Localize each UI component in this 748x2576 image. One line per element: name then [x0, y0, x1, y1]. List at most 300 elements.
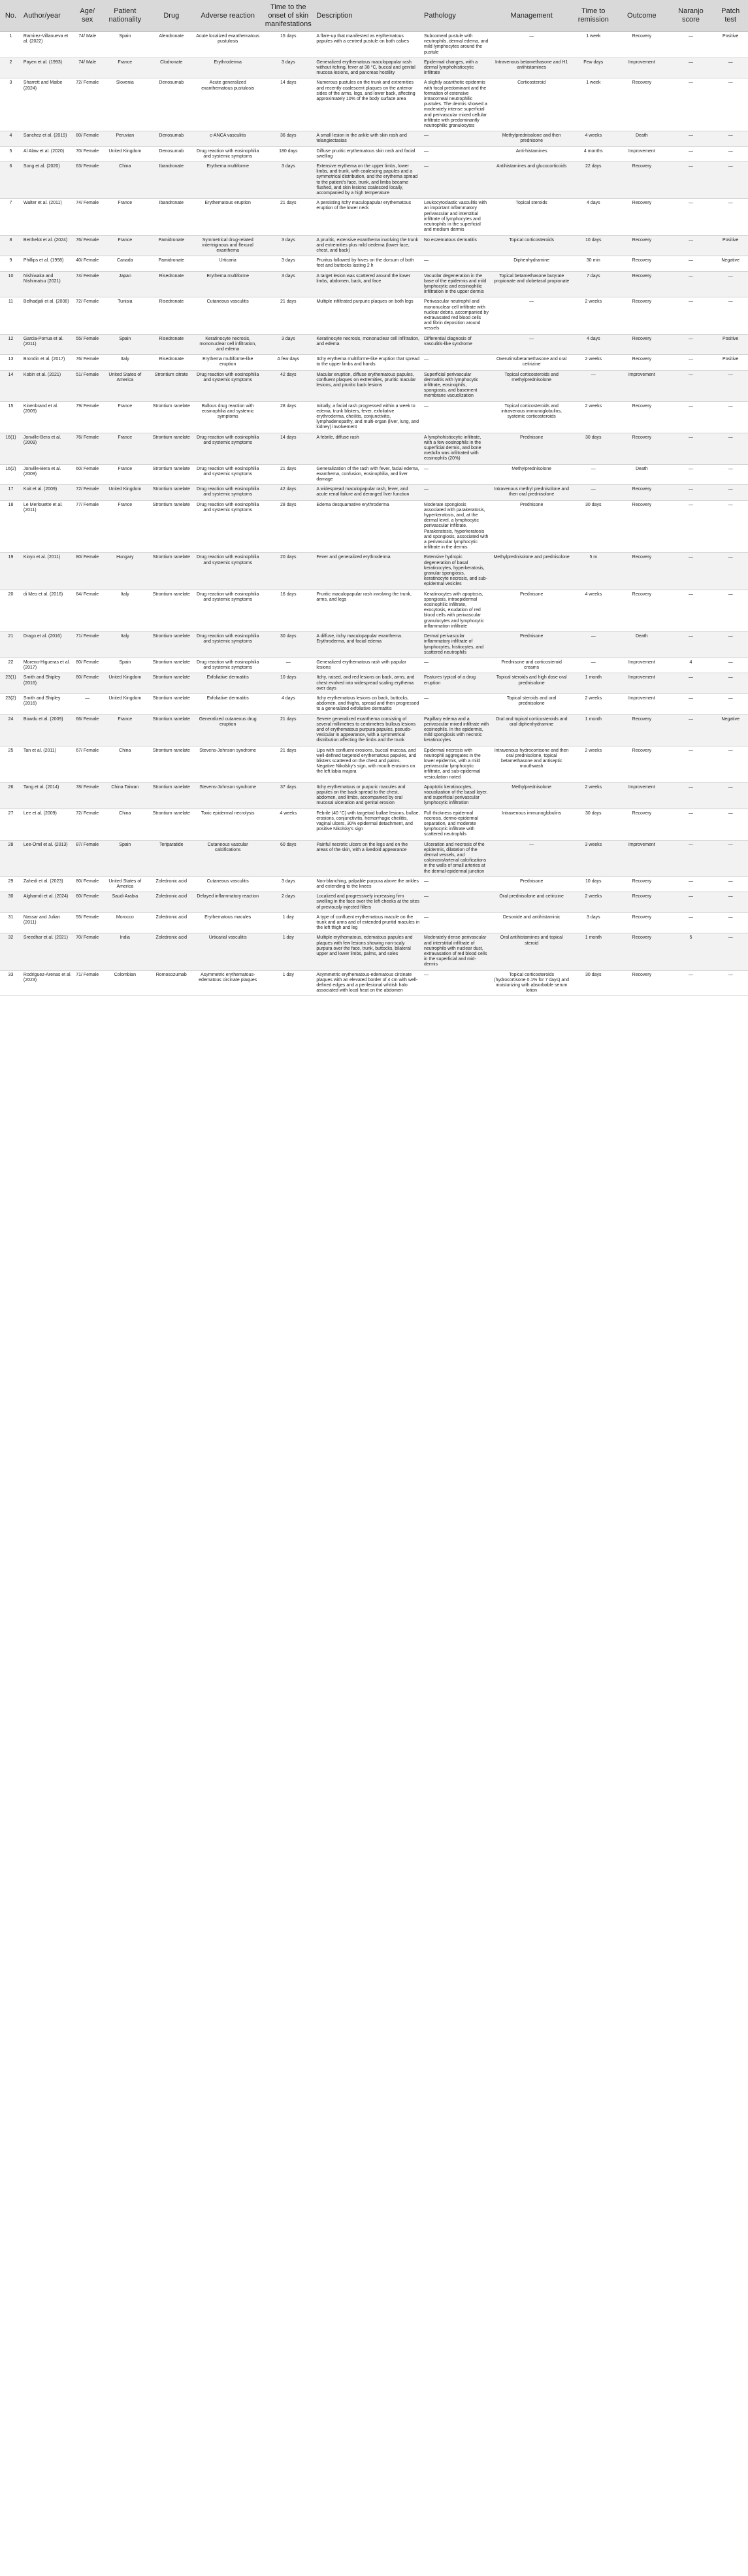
col-age-sex-header: Age/ sex	[74, 0, 101, 32]
col-outcome-cell: Recovery	[615, 809, 668, 840]
col-pathology-cell: No eczematous dermatitis	[422, 235, 491, 256]
col-time-to-remission-cell: —	[572, 370, 615, 401]
col-no-cell: 31	[0, 912, 22, 933]
col-pathology-cell: Dermal perivascular inflammatory infiltrate of lymphocytes, histiocytes, and scattered neutrophils	[422, 632, 491, 658]
col-time-to-remission-cell: 2 weeks	[572, 746, 615, 782]
col-patient-nationality-cell: China	[101, 162, 149, 199]
table-row	[0, 782, 748, 809]
col-drug-cell: Ibandronate	[149, 199, 193, 235]
col-time-to-remission-cell: 7 days	[572, 271, 615, 297]
col-time-to-onset-cell: 21 days	[262, 746, 314, 782]
col-patch-test-cell: —	[713, 877, 748, 892]
col-adverse-reaction-cell: Cutaneous vasculitis	[193, 877, 262, 892]
col-adverse-reaction-cell: Drug reaction with eosinophilia and systemic symptoms	[193, 370, 262, 401]
col-time-to-remission-cell: 1 month	[572, 714, 615, 746]
col-outcome-cell: Recovery	[615, 877, 668, 892]
col-adverse-reaction-cell: Urticaria	[193, 256, 262, 271]
col-description-cell: A pruritic, extensive exanthema involving the trunk and extremities plus mild oedema (lower face, chest, and back)	[314, 235, 422, 256]
col-time-to-onset-cell: 14 days	[262, 433, 314, 464]
col-naranjo-score-cell: —	[669, 746, 713, 782]
col-author-year-cell: Payen et al. (1993)	[22, 58, 74, 78]
table-row	[0, 746, 748, 782]
col-age-sex-cell: 74/ Female	[74, 199, 101, 235]
col-patch-test-cell: —	[713, 970, 748, 996]
table-row	[0, 877, 748, 892]
col-naranjo-score-cell: —	[669, 553, 713, 590]
col-patient-nationality-cell: United States of America	[101, 370, 149, 401]
col-no-cell: 11	[0, 297, 22, 334]
table-row	[0, 235, 748, 256]
col-age-sex-cell: 51/ Female	[74, 370, 101, 401]
col-outcome-cell: Improvement	[615, 782, 668, 809]
col-management-cell: Oral and topical corticosteroids and oral diphenhydramine	[491, 714, 572, 746]
col-time-to-onset-cell: 21 days	[262, 297, 314, 334]
col-management-cell: Diphenhydramine	[491, 256, 572, 271]
table-row	[0, 131, 748, 146]
col-drug-cell: Zoledronic acid	[149, 892, 193, 913]
col-adverse-reaction-cell: Erythema multiforme	[193, 162, 262, 199]
col-pathology-cell: Epidermal necrosis with neutrophil aggregates in the lower epidermis, with a mild perivascular lymphocytic infiltrate, and sub-epidermal vesiculation noted	[422, 746, 491, 782]
col-pathology-cell: Superficial perivascular dermatitis with lymphocytic infiltrate, eosinophils, spongiosis, and basement membrane vacuolization	[422, 370, 491, 401]
col-age-sex-cell: 80/ Female	[74, 877, 101, 892]
col-naranjo-score-cell: —	[669, 199, 713, 235]
col-drug-cell: Strontium ranelate	[149, 485, 193, 500]
col-patch-test-cell: —	[713, 782, 748, 809]
col-naranjo-score-cell: —	[669, 877, 713, 892]
col-pathology-cell: —	[422, 401, 491, 433]
col-patch-test-cell: —	[713, 271, 748, 297]
col-age-sex-cell: 76/ Female	[74, 235, 101, 256]
col-author-year-cell: Smith and Shipley (2016)	[22, 673, 74, 694]
col-age-sex-cell: 67/ Female	[74, 746, 101, 782]
col-description-cell: A target lesion was scattered around the lower limbs, abdomen, back, and face	[314, 271, 422, 297]
col-naranjo-score-cell: —	[669, 782, 713, 809]
col-age-sex-cell: 60/ Female	[74, 892, 101, 913]
col-author-year-cell: Nishiwaka and Nishimatsu (2021)	[22, 271, 74, 297]
col-drug-cell: Strontium ranelate	[149, 746, 193, 782]
col-drug-cell: Strontium ranelate	[149, 694, 193, 714]
col-time-to-onset-cell: 10 days	[262, 673, 314, 694]
col-description-cell: Macular eruption, diffuse erythematous papules, confluent plaques on extremities, pruritic macular lesions, and pruritic back lesions	[314, 370, 422, 401]
col-author-year-cell: Lee et al. (2009)	[22, 809, 74, 840]
col-patient-nationality-cell: United Kingdom	[101, 146, 149, 161]
col-description-cell: Generalized erythematous rash with papular lesions	[314, 658, 422, 673]
col-management-cell: Intravenous immunoglobulins	[491, 809, 572, 840]
col-patch-test-header: Patch test	[713, 0, 748, 32]
col-adverse-reaction-cell: Drug reaction with eosinophilia and systemic symptoms	[193, 658, 262, 673]
col-naranjo-score-cell: —	[669, 632, 713, 658]
col-drug-header: Drug	[149, 0, 193, 32]
col-naranjo-score-cell: —	[669, 433, 713, 464]
table-row	[0, 714, 748, 746]
col-naranjo-score-cell: —	[669, 485, 713, 500]
col-patch-test-cell: —	[713, 146, 748, 161]
col-management-cell: Topical corticosteroids	[491, 235, 572, 256]
col-pathology-cell: —	[422, 131, 491, 146]
col-no-cell: 25	[0, 746, 22, 782]
col-time-to-onset-cell: 4 days	[262, 694, 314, 714]
col-author-year-cell: Sharrett and Maibe (2024)	[22, 78, 74, 131]
table-header	[0, 0, 748, 32]
col-drug-cell: Strontium ranelate	[149, 401, 193, 433]
col-patient-nationality-cell: United Kingdom	[101, 485, 149, 500]
col-time-to-onset-cell: 3 days	[262, 162, 314, 199]
col-age-sex-cell: 78/ Female	[74, 782, 101, 809]
table-row	[0, 632, 748, 658]
col-drug-cell: Denosumab	[149, 78, 193, 131]
col-patch-test-cell: —	[713, 485, 748, 500]
col-age-sex-cell: 72/ Female	[74, 809, 101, 840]
col-management-cell: —	[491, 297, 572, 334]
col-outcome-cell: Recovery	[615, 401, 668, 433]
col-author-year-cell: Garcia-Porrua et al. (2011)	[22, 334, 74, 355]
col-no-cell: 9	[0, 256, 22, 271]
col-time-to-onset-cell: 21 days	[262, 714, 314, 746]
col-time-to-remission-cell: 2 weeks	[572, 297, 615, 334]
col-age-sex-cell: 79/ Female	[74, 401, 101, 433]
col-patch-test-cell: —	[713, 464, 748, 485]
col-age-sex-cell: 74/ Female	[74, 271, 101, 297]
col-adverse-reaction-cell: Delayed inflammatory reaction	[193, 892, 262, 913]
col-management-cell: Topical steroids and oral prednisolone	[491, 694, 572, 714]
table-row	[0, 334, 748, 355]
col-outcome-cell: Recovery	[615, 355, 668, 370]
table-row	[0, 464, 748, 485]
col-age-sex-cell: 77/ Female	[74, 500, 101, 553]
col-patient-nationality-cell: Italy	[101, 632, 149, 658]
col-age-sex-cell: 76/ Female	[74, 355, 101, 370]
col-no-cell: 8	[0, 235, 22, 256]
col-adverse-reaction-cell: Erythematous eruption	[193, 199, 262, 235]
col-pathology-cell: Subcorneal pustule with neutrophils, dermal edema, and mild lymphocytes around the pustule	[422, 32, 491, 58]
col-patient-nationality-cell: France	[101, 464, 149, 485]
col-author-year-cell: Moreno-Higueras et al. (2017)	[22, 658, 74, 673]
col-adverse-reaction-cell: Drug reaction with eosinophilia and systemic symptoms	[193, 433, 262, 464]
col-description-cell: Numerous pustules on the trunk and extremities and recently coalescent plaques on the anterior sides of the arms, legs, and lower back, affecting approximately 10% of the body surface area	[314, 78, 422, 131]
col-adverse-reaction-cell: Exfoliative dermatitis	[193, 694, 262, 714]
col-management-cell: Methylprednisolone	[491, 782, 572, 809]
col-naranjo-score-cell: —	[669, 32, 713, 58]
col-pathology-cell: Leukocytoclastic vasculitis with an important inflammatory perivascular and interstitial infiltrate of lymphocytes and neutrophils in the superficial and medium dermis	[422, 199, 491, 235]
col-patient-nationality-cell: Slovenia	[101, 78, 149, 131]
col-time-to-onset-cell: —	[262, 658, 314, 673]
col-time-to-remission-cell: 10 days	[572, 877, 615, 892]
col-time-to-onset-cell: 180 days	[262, 146, 314, 161]
col-adverse-reaction-cell: Cutaneous vascular calcifications	[193, 840, 262, 877]
col-no-cell: 23(2)	[0, 694, 22, 714]
col-patient-nationality-cell: India	[101, 933, 149, 970]
col-author-year-cell: Ramirez-Villanueva et al. (2022)	[22, 32, 74, 58]
col-pathology-header: Pathology	[422, 0, 491, 32]
col-patch-test-cell: Positive	[713, 334, 748, 355]
col-drug-cell: Strontium ranelate	[149, 590, 193, 631]
col-author-year-cell: di Meo et al. (2016)	[22, 590, 74, 631]
col-no-cell: 16(1)	[0, 433, 22, 464]
col-pathology-cell: —	[422, 256, 491, 271]
col-no-cell: 4	[0, 131, 22, 146]
col-drug-cell: Strontium citrate	[149, 370, 193, 401]
col-no-cell: 22	[0, 658, 22, 673]
col-pathology-cell: Epidermal changes, with a dermal lymphohistiocytic infiltrate	[422, 58, 491, 78]
col-naranjo-score-cell: —	[669, 840, 713, 877]
col-description-cell: Localized and progressively increasing firm swelling in the face over the left cheeks at the sites of previously injected fillers	[314, 892, 422, 913]
col-no-cell: 17	[0, 485, 22, 500]
col-adverse-reaction-cell: Drug reaction with eosinophilia and systemic symptoms	[193, 590, 262, 631]
col-patch-test-cell: —	[713, 892, 748, 913]
table-row	[0, 58, 748, 78]
col-management-cell: Intravenous methyl prednisolone and then oral prednisolone	[491, 485, 572, 500]
col-adverse-reaction-cell: Erythema multiforme-like eruption	[193, 355, 262, 370]
col-age-sex-cell: 80/ Female	[74, 553, 101, 590]
col-naranjo-score-cell: —	[669, 892, 713, 913]
col-patch-test-cell: —	[713, 401, 748, 433]
col-patient-nationality-cell: Peruvian	[101, 131, 149, 146]
col-time-to-remission-cell: —	[572, 464, 615, 485]
col-patient-nationality-cell: Japan	[101, 271, 149, 297]
col-management-cell: Intravenous betamethasone and H1 antihistamines	[491, 58, 572, 78]
col-pathology-cell: Extensive hydropic degeneration of basal keratinocytes, hyperkeratosis, granular spongiosis, keratinocyte necrosis, and sub-epidermal vesicles	[422, 553, 491, 590]
col-time-to-remission-cell: 1 month	[572, 933, 615, 970]
col-author-year-cell: Kobin et al. (2021)	[22, 370, 74, 401]
col-age-sex-cell: 87/ Female	[74, 840, 101, 877]
col-age-sex-cell: 76/ Female	[74, 433, 101, 464]
col-management-cell: Prednisone	[491, 632, 572, 658]
table-row	[0, 970, 748, 996]
col-no-cell: 1	[0, 32, 22, 58]
col-time-to-onset-cell: 20 days	[262, 553, 314, 590]
table-row	[0, 355, 748, 370]
col-description-header: Description	[314, 0, 422, 32]
col-description-cell: A febrile, diffuse rash	[314, 433, 422, 464]
col-adverse-reaction-cell: Symmetrical drug-related intertriginous and flexural exanthema	[193, 235, 262, 256]
col-outcome-cell: Recovery	[615, 500, 668, 553]
col-time-to-onset-cell: 3 days	[262, 334, 314, 355]
col-patch-test-cell: —	[713, 433, 748, 464]
col-management-cell: Methylprednisolone	[491, 464, 572, 485]
col-drug-cell: Strontium ranelate	[149, 500, 193, 553]
col-naranjo-score-cell: —	[669, 131, 713, 146]
col-time-to-remission-cell: 4 months	[572, 146, 615, 161]
col-drug-cell: Pamidronate	[149, 235, 193, 256]
col-outcome-cell: Recovery	[615, 271, 668, 297]
col-naranjo-score-cell: —	[669, 464, 713, 485]
col-adverse-reaction-cell: Drug reaction with eosinophilia and systemic symptoms	[193, 632, 262, 658]
col-adverse-reaction-cell: Keratinocyte necrosis, mononuclear cell infiltration, and edema	[193, 334, 262, 355]
col-naranjo-score-cell: —	[669, 146, 713, 161]
col-patient-nationality-cell: Spain	[101, 334, 149, 355]
col-age-sex-cell: 72/ Female	[74, 78, 101, 131]
col-management-cell: Topical betamethasone butyrate propionate and clobetasol propionate	[491, 271, 572, 297]
col-time-to-onset-cell: 1 day	[262, 912, 314, 933]
col-pathology-cell: Moderate spongiosis associated with parakeratosis, hyperkeratosis, and, at the dermal level, a lymphocytic perivascular infiltrate. Parakeratosis, hyperkeratosis and spongiosis, associated with a perivascular lymphocytic infiltrate in the dermis	[422, 500, 491, 553]
col-no-cell: 33	[0, 970, 22, 996]
col-time-to-onset-cell: 2 days	[262, 892, 314, 913]
col-naranjo-score-cell: —	[669, 714, 713, 746]
col-drug-cell: Risedronate	[149, 334, 193, 355]
col-patch-test-cell: —	[713, 912, 748, 933]
col-patient-nationality-cell: United States of America	[101, 877, 149, 892]
col-pathology-cell: Keratinocytes with apoptosis, spongiosis, intraepidermal eosinophilic infiltrate, exocytosis, exudation of red blood cells with perivascular granulocytes and lymphocytic inflammation infiltrate	[422, 590, 491, 631]
col-no-cell: 24	[0, 714, 22, 746]
col-drug-cell: Romosozumab	[149, 970, 193, 996]
col-adverse-reaction-cell: Toxic epidermal necrolysis	[193, 809, 262, 840]
col-adverse-reaction-cell: Erythematous macules	[193, 912, 262, 933]
col-no-cell: 28	[0, 840, 22, 877]
table-row	[0, 78, 748, 131]
col-naranjo-score-header: Naranjo score	[669, 0, 713, 32]
col-management-cell: Oral prednisolone and cetirizine	[491, 892, 572, 913]
col-drug-cell: Strontium ranelate	[149, 464, 193, 485]
col-patient-nationality-cell: France	[101, 401, 149, 433]
col-time-to-onset-cell: 4 weeks	[262, 809, 314, 840]
col-patient-nationality-cell: United Kingdom	[101, 673, 149, 694]
col-no-cell: 16(2)	[0, 464, 22, 485]
col-time-to-remission-cell: 4 weeks	[572, 131, 615, 146]
col-outcome-cell: Improvement	[615, 658, 668, 673]
col-management-cell: —	[491, 840, 572, 877]
col-age-sex-cell: 70/ Female	[74, 146, 101, 161]
col-time-to-remission-cell: 1 week	[572, 78, 615, 131]
table-row	[0, 694, 748, 714]
col-patch-test-cell: —	[713, 131, 748, 146]
col-time-to-remission-cell: 22 days	[572, 162, 615, 199]
col-outcome-cell: Recovery	[615, 553, 668, 590]
col-time-to-remission-cell: 4 days	[572, 334, 615, 355]
col-description-cell: Non-blanching, palpable purpura above the ankles and extending to the knees	[314, 877, 422, 892]
col-patient-nationality-cell: China	[101, 809, 149, 840]
col-time-to-remission-cell: 4 weeks	[572, 590, 615, 631]
col-patch-test-cell: —	[713, 199, 748, 235]
col-adverse-reaction-cell: Generalized cutaneous drug eruption	[193, 714, 262, 746]
col-drug-cell: Risedronate	[149, 297, 193, 334]
col-description-cell: Lips with confluent erosions, buccal mucosa, and well-defined targetoid erythematous papules, and blisters scattered on the chest and palms. Negative Nikolsky's sign, with mouth erosions on the left labia majora	[314, 746, 422, 782]
col-drug-cell: Strontium ranelate	[149, 632, 193, 658]
col-age-sex-cell: 60/ Female	[74, 464, 101, 485]
col-patch-test-cell: —	[713, 590, 748, 631]
col-author-year-cell: Alghamdi et al. (2024)	[22, 892, 74, 913]
col-drug-cell: Strontium ranelate	[149, 658, 193, 673]
col-pathology-cell: Apoptotic keratinocytes, vacuolization of the basal layer, and superficial perivascular lymphocytic infiltration	[422, 782, 491, 809]
col-pathology-cell: —	[422, 912, 491, 933]
col-author-year-cell: Koit et al. (2009)	[22, 485, 74, 500]
col-no-cell: 21	[0, 632, 22, 658]
col-description-cell: Itchy, raised, and red lesions on back, arms, and chest evolved into widespread scaling erythema over days	[314, 673, 422, 694]
col-drug-cell: Zoledronic acid	[149, 877, 193, 892]
col-no-cell: 13	[0, 355, 22, 370]
col-pathology-cell: —	[422, 877, 491, 892]
col-pathology-cell: Perivascular neutrophil and mononuclear cell infiltrate with nuclear debris, accompanied by extravasated red blood cells and fibrin deposition around vessels	[422, 297, 491, 334]
table-row	[0, 840, 748, 877]
col-time-to-remission-cell: 30 days	[572, 970, 615, 996]
col-drug-cell: Risedronate	[149, 355, 193, 370]
col-time-to-remission-cell: —	[572, 485, 615, 500]
col-time-to-remission-header: Time to remission	[572, 0, 615, 32]
header-row	[0, 0, 748, 32]
col-no-cell: 19	[0, 553, 22, 590]
col-age-sex-cell: 55/ Female	[74, 334, 101, 355]
col-patient-nationality-cell: Morocco	[101, 912, 149, 933]
col-naranjo-score-cell: —	[669, 370, 713, 401]
col-time-to-onset-cell: A few days	[262, 355, 314, 370]
col-drug-cell: Ibandronate	[149, 162, 193, 199]
col-time-to-remission-cell: 2 weeks	[572, 694, 615, 714]
col-adverse-reaction-header: Adverse reaction	[193, 0, 262, 32]
col-naranjo-score-cell: —	[669, 297, 713, 334]
col-outcome-cell: Recovery	[615, 746, 668, 782]
col-management-header: Management	[491, 0, 572, 32]
col-no-cell: 30	[0, 892, 22, 913]
col-management-cell: —	[491, 334, 572, 355]
col-time-to-remission-cell: 30 days	[572, 500, 615, 553]
col-author-year-cell: Kinenbrand et al. (2009)	[22, 401, 74, 433]
col-patch-test-cell: Negative	[713, 714, 748, 746]
col-time-to-remission-cell: 2 weeks	[572, 892, 615, 913]
col-description-cell: A widespread maculopapular rash, fever, and acute renal failure and deranged liver function	[314, 485, 422, 500]
col-patch-test-cell: —	[713, 746, 748, 782]
col-management-cell: Prednisone and corticosteroid creams	[491, 658, 572, 673]
col-pathology-cell: —	[422, 970, 491, 996]
col-patient-nationality-cell: China Taiwan	[101, 782, 149, 809]
col-age-sex-cell: 64/ Female	[74, 590, 101, 631]
col-no-header: No.	[0, 0, 22, 32]
col-patch-test-cell: Positive	[713, 32, 748, 58]
table-row	[0, 912, 748, 933]
table-row	[0, 933, 748, 970]
col-author-year-cell: Walter et al. (2011)	[22, 199, 74, 235]
col-patient-nationality-cell: France	[101, 500, 149, 553]
col-time-to-onset-cell: 1 day	[262, 970, 314, 996]
col-no-cell: 7	[0, 199, 22, 235]
col-adverse-reaction-cell: Stevens-Johnson syndrome	[193, 746, 262, 782]
col-time-to-remission-cell: Few days	[572, 58, 615, 78]
col-management-cell: Oxerutins/betamethasone and oral cetirizine	[491, 355, 572, 370]
col-author-year-cell: Bowdu et al. (2009)	[22, 714, 74, 746]
col-patient-nationality-cell: France	[101, 58, 149, 78]
col-management-cell: Anti-histamines	[491, 146, 572, 161]
col-time-to-onset-cell: 14 days	[262, 78, 314, 131]
col-author-year-cell: Nassar and Julian (2011)	[22, 912, 74, 933]
col-patient-nationality-cell: Spain	[101, 840, 149, 877]
col-management-cell: Topical steroids	[491, 199, 572, 235]
table-row	[0, 146, 748, 161]
col-patient-nationality-cell: Spain	[101, 32, 149, 58]
col-author-year-cell: Jonville-Bera et al. (2009)	[22, 433, 74, 464]
col-drug-cell: Teriparatide	[149, 840, 193, 877]
col-time-to-onset-cell: 36 days	[262, 131, 314, 146]
col-time-to-remission-cell: 30 min	[572, 256, 615, 271]
col-adverse-reaction-cell: Acute localized exanthematous pustulosis	[193, 32, 262, 58]
col-age-sex-cell: 55/ Female	[74, 912, 101, 933]
col-author-year-cell: Song et al. (2020)	[22, 162, 74, 199]
col-no-cell: 2	[0, 58, 22, 78]
col-description-cell: Generalization of the rash with fever, facial edema, exanthema, confusion, eosinophilia, and liver damage	[314, 464, 422, 485]
col-drug-cell: Denosumab	[149, 146, 193, 161]
col-time-to-remission-cell: 5 m	[572, 553, 615, 590]
col-outcome-cell: Death	[615, 464, 668, 485]
col-time-to-onset-cell: 1 day	[262, 933, 314, 970]
col-adverse-reaction-cell: c-ANCA vasculitis	[193, 131, 262, 146]
col-patch-test-cell: —	[713, 500, 748, 553]
col-management-cell: Topical corticosteroids and intravenous immunoglobulins, systemic corticosteroids	[491, 401, 572, 433]
col-author-year-cell: Jonville-Bera et al. (2009)	[22, 464, 74, 485]
col-naranjo-score-cell: —	[669, 694, 713, 714]
case-reports-table	[0, 0, 748, 996]
col-outcome-cell: Recovery	[615, 32, 668, 58]
col-outcome-cell: Recovery	[615, 162, 668, 199]
col-outcome-cell: Recovery	[615, 256, 668, 271]
col-outcome-cell: Recovery	[615, 933, 668, 970]
col-patch-test-cell: —	[713, 370, 748, 401]
